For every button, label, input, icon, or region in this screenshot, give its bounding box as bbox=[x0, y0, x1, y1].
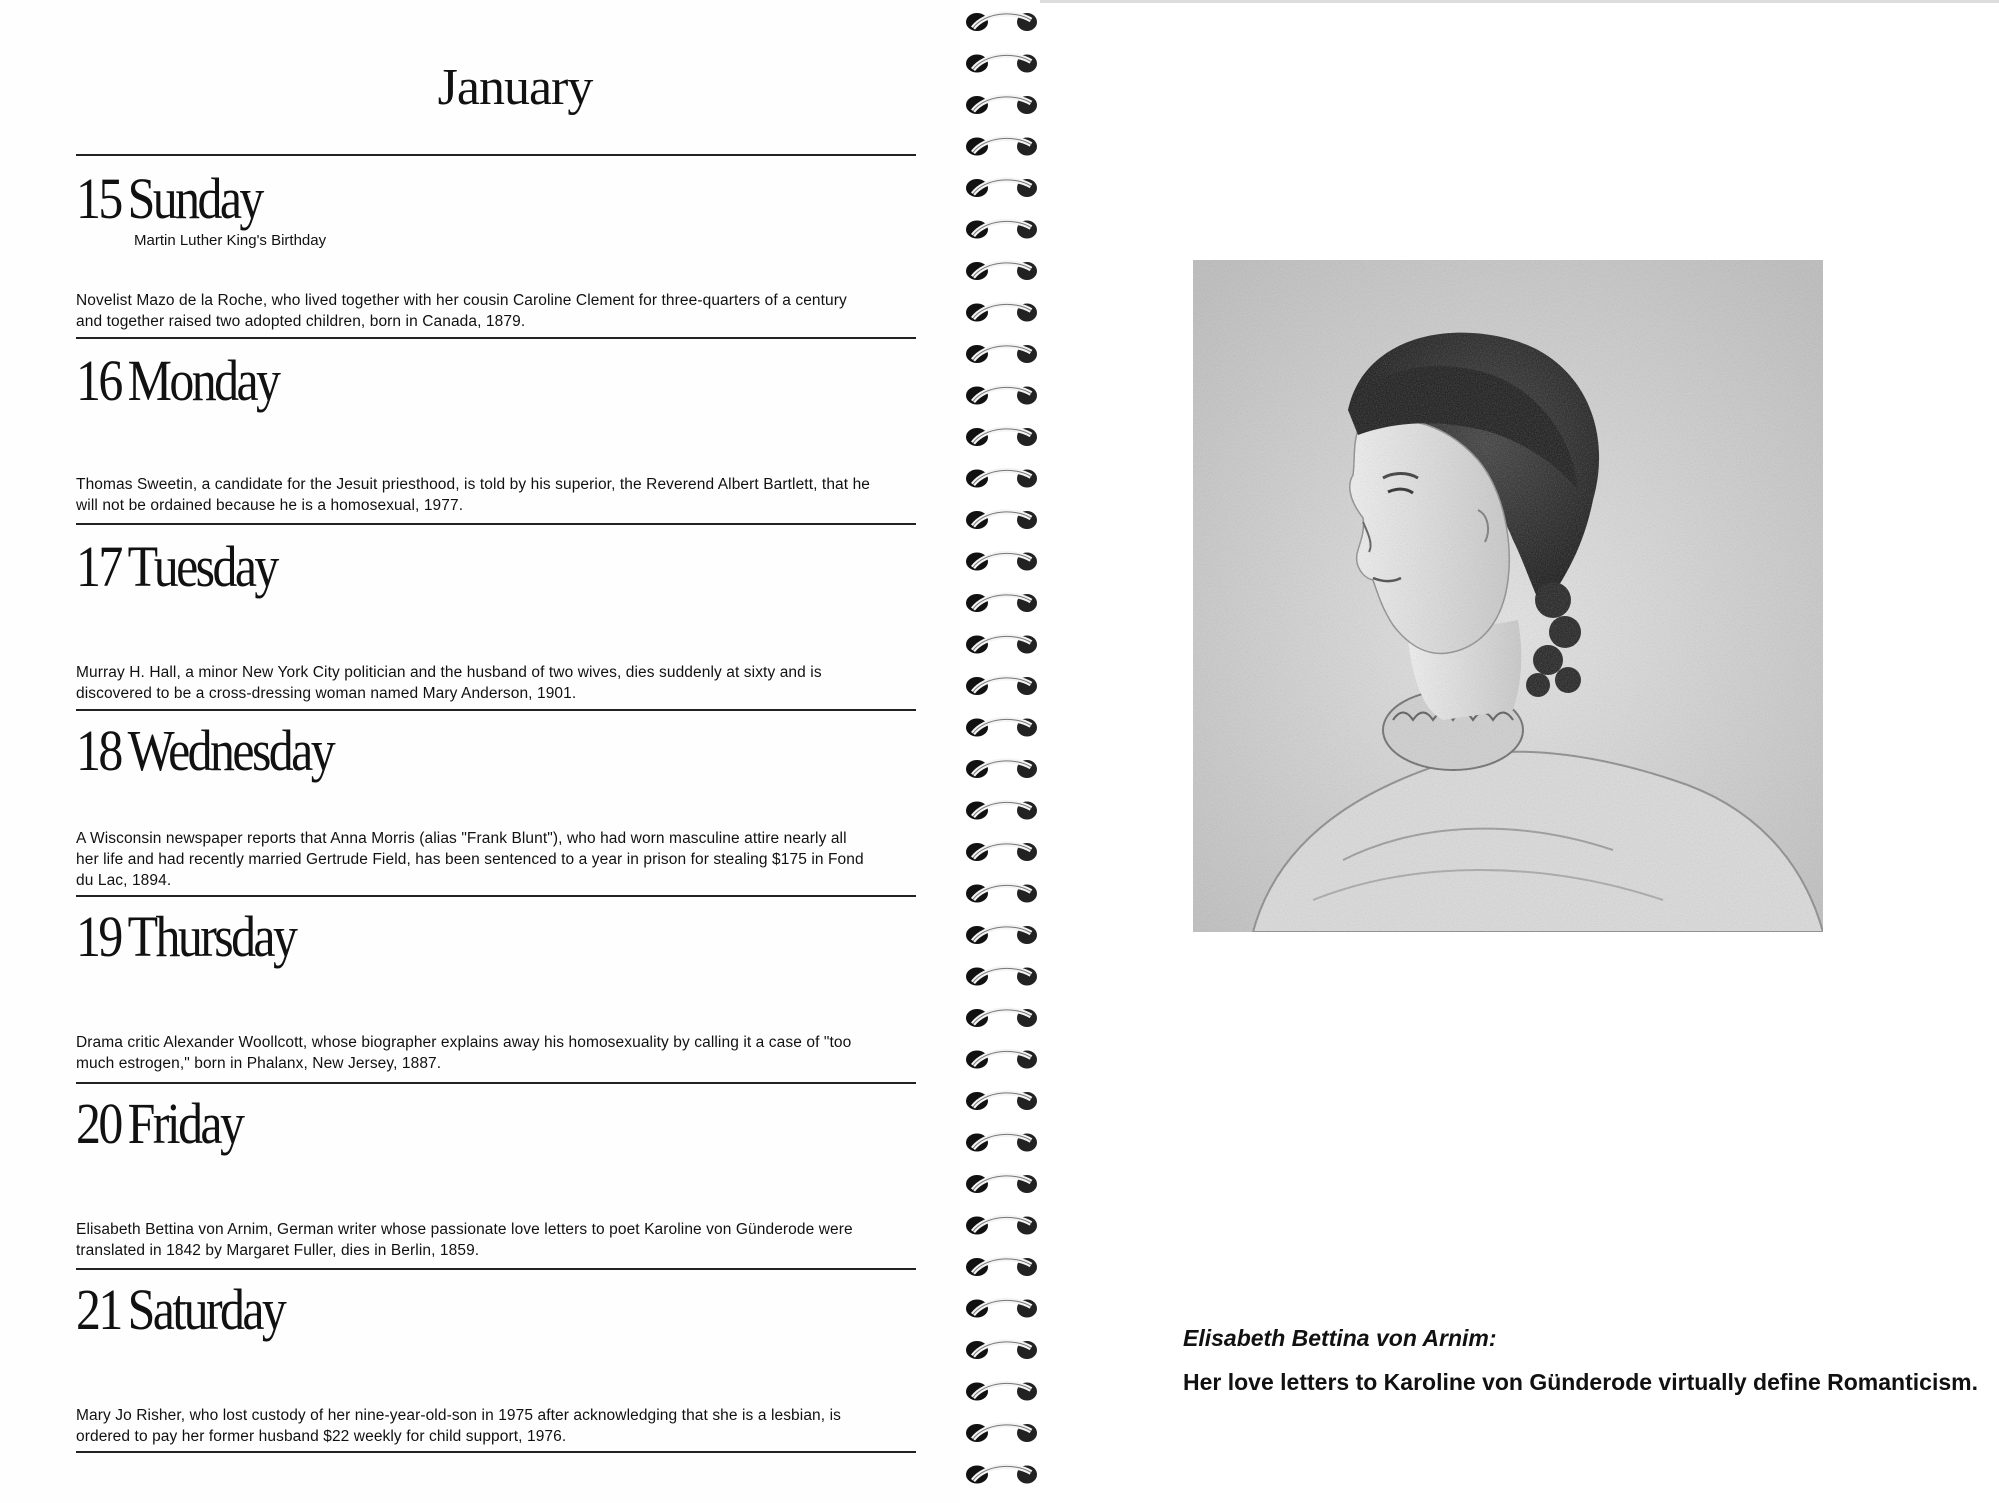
day-heading bbox=[76, 904, 296, 969]
day-entry bbox=[76, 474, 912, 516]
entry-line: and together raised two adopted children, born in Canada, 1879. bbox=[76, 313, 526, 330]
spiral-ring bbox=[966, 1175, 1037, 1193]
portrait-image bbox=[1193, 260, 1823, 932]
spiral-ring bbox=[966, 843, 1037, 861]
day-weekday: Tuesday bbox=[127, 534, 277, 599]
spiral-ring bbox=[966, 387, 1037, 405]
entry-line: Elisabeth Bettina von Arnim, German writer whose passionate love letters to poet Karoline von Günderode were bbox=[76, 1221, 853, 1238]
day-number: 21 bbox=[76, 1277, 121, 1342]
day-heading bbox=[76, 1277, 285, 1342]
header-rule bbox=[76, 154, 916, 156]
entry-line: A Wisconsin newspaper reports that Anna Morris (alias "Frank Blunt"), who had worn masculine attire nearly all bbox=[76, 830, 847, 847]
page-edge bbox=[1040, 0, 1999, 3]
entry-line: translated in 1842 by Margaret Fuller, dies in Berlin, 1859. bbox=[76, 1242, 480, 1259]
spiral-ring bbox=[966, 428, 1037, 446]
spiral-ring bbox=[966, 885, 1037, 903]
day-number: 16 bbox=[76, 348, 121, 413]
day-weekday: Sunday bbox=[127, 166, 262, 231]
spiral-ring bbox=[966, 345, 1037, 363]
day-number: 19 bbox=[76, 904, 121, 969]
spiral-ring bbox=[966, 1341, 1037, 1359]
day-entry bbox=[76, 662, 912, 704]
day-number: 17 bbox=[76, 534, 121, 599]
day-rule bbox=[76, 1451, 916, 1453]
day-block-21 bbox=[76, 1277, 916, 1451]
spiral-ring bbox=[966, 511, 1037, 529]
day-weekday: Friday bbox=[127, 1091, 243, 1156]
day-weekday: Saturday bbox=[127, 1277, 285, 1342]
day-weekday: Thursday bbox=[127, 904, 296, 969]
spiral-ring bbox=[966, 1009, 1037, 1027]
day-heading bbox=[76, 1091, 243, 1156]
entry-line: Novelist Mazo de la Roche, who lived together with her cousin Caroline Clement for three-quarters of a century bbox=[76, 292, 847, 309]
entry-line: du Lac, 1894. bbox=[76, 872, 172, 889]
day-number: 15 bbox=[76, 166, 121, 231]
spiral-ring bbox=[966, 1300, 1037, 1318]
entry-line: Murray H. Hall, a minor New York City politician and the husband of two wives, dies suddenly at sixty and is bbox=[76, 664, 822, 681]
spiral-ring bbox=[966, 1466, 1037, 1484]
spiral-ring bbox=[966, 802, 1037, 820]
spiral-ring bbox=[966, 677, 1037, 695]
spiral-ring bbox=[966, 1092, 1037, 1110]
day-block-20 bbox=[76, 1091, 916, 1265]
spiral-ring bbox=[966, 1424, 1037, 1442]
day-rule bbox=[76, 337, 916, 339]
entry-line: Drama critic Alexander Woollcott, whose biographer explains away his homosexuality by calling it a case of "too bbox=[76, 1034, 852, 1051]
spiral-ring bbox=[966, 262, 1037, 280]
day-heading bbox=[76, 166, 262, 231]
caption-text: Her love letters to Karoline von Günderode virtually define Romanticism. bbox=[1183, 1369, 1978, 1395]
day-block-19 bbox=[76, 904, 916, 1078]
spiral-ring bbox=[966, 553, 1037, 571]
entry-line: Thomas Sweetin, a candidate for the Jesuit priesthood, is told by his superior, the Reverend Albert Bartlett, that he bbox=[76, 476, 871, 493]
spiral-ring bbox=[966, 138, 1037, 156]
spiral-ring bbox=[966, 1217, 1037, 1235]
day-weekday: Monday bbox=[127, 348, 279, 413]
spiral-ring bbox=[966, 594, 1037, 612]
spiral-ring bbox=[966, 719, 1037, 737]
month-title: January bbox=[437, 59, 593, 116]
spiral-ring bbox=[966, 1134, 1037, 1152]
day-entry bbox=[76, 290, 912, 332]
caption-name: Elisabeth Bettina von Arnim: bbox=[1183, 1325, 1497, 1351]
spiral-ring bbox=[966, 96, 1037, 114]
entry-line: discovered to be a cross-dressing woman named Mary Anderson, 1901. bbox=[76, 685, 577, 702]
day-number: 18 bbox=[76, 718, 121, 783]
spiral-ring bbox=[966, 760, 1037, 778]
day-rule bbox=[76, 895, 916, 897]
day-heading bbox=[76, 534, 277, 599]
day-weekday: Wednesday bbox=[127, 718, 334, 783]
spiral-ring bbox=[966, 55, 1037, 73]
day-entry bbox=[76, 1219, 912, 1261]
day-rule bbox=[76, 523, 916, 525]
spiral-ring bbox=[966, 636, 1037, 654]
spiral-ring bbox=[966, 1383, 1037, 1401]
day-heading bbox=[76, 348, 279, 413]
entry-line: her life and had recently married Gertrude Field, has been sentenced to a year in prison for stealing $175 in Fond bbox=[76, 851, 864, 868]
day-block-16 bbox=[76, 348, 916, 522]
day-entry bbox=[76, 1405, 912, 1447]
day-rule bbox=[76, 1268, 916, 1270]
spiral-ring bbox=[966, 1258, 1037, 1276]
day-rule bbox=[76, 709, 916, 711]
spiral-ring bbox=[966, 470, 1037, 488]
entry-line: ordered to pay her former husband $22 weekly for child support, 1976. bbox=[76, 1428, 567, 1445]
entry-line: much estrogen," born in Phalanx, New Jersey, 1887. bbox=[76, 1055, 442, 1072]
day-number: 20 bbox=[76, 1091, 121, 1156]
day-entry bbox=[76, 828, 912, 891]
day-heading bbox=[76, 718, 334, 783]
spiral-ring bbox=[966, 13, 1037, 31]
holiday-label: Martin Luther King's Birthday bbox=[134, 232, 327, 249]
day-block-17 bbox=[76, 534, 916, 708]
left-page bbox=[0, 0, 960, 1503]
spiral-ring bbox=[966, 304, 1037, 322]
spiral-ring bbox=[966, 221, 1037, 239]
spiral-binding bbox=[955, 0, 1045, 1503]
spiral-ring bbox=[966, 926, 1037, 944]
spiral-ring bbox=[966, 179, 1037, 197]
day-entry bbox=[76, 1032, 912, 1074]
entry-line: Mary Jo Risher, who lost custody of her nine-year-old-son in 1975 after acknowledging that she is a lesbian, is bbox=[76, 1407, 841, 1424]
day-rule bbox=[76, 1082, 916, 1084]
spiral-ring bbox=[966, 1051, 1037, 1069]
entry-line: will not be ordained because he is a homosexual, 1977. bbox=[76, 497, 464, 514]
spiral-ring bbox=[966, 968, 1037, 986]
day-block-15 bbox=[76, 166, 916, 340]
day-block-18 bbox=[76, 718, 916, 892]
